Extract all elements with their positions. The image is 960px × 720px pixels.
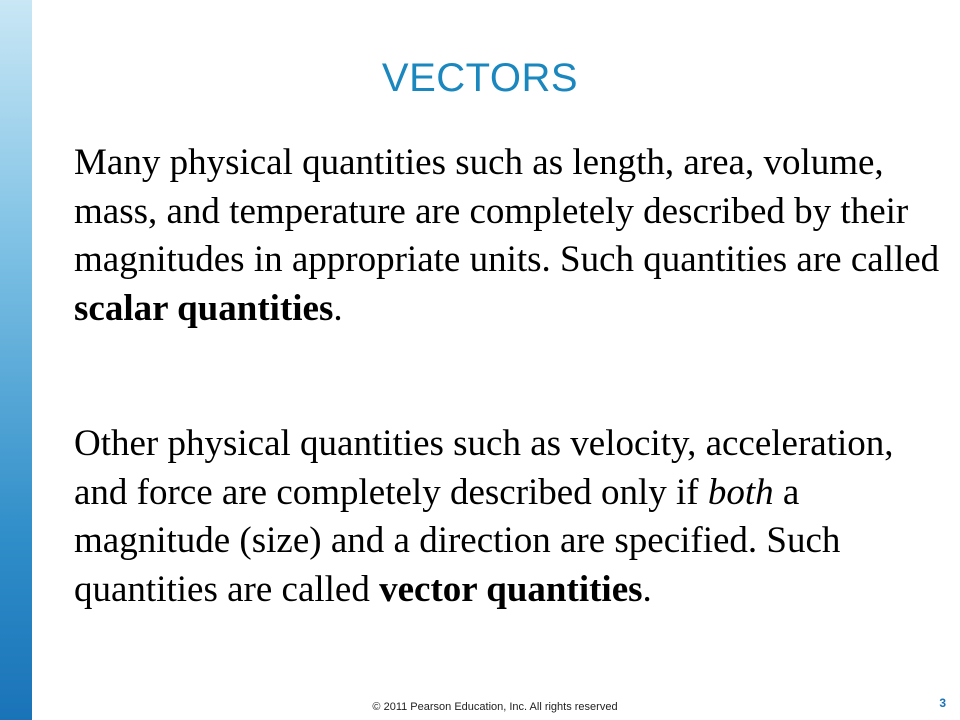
term-vector-quantities: vector quantities (379, 568, 643, 610)
side-accent-bar (0, 0, 32, 720)
page-number: 3 (939, 696, 946, 710)
paragraph-vector-text-2: a magnitude (size) and a direction are specified. Such quantities are called (74, 471, 841, 610)
paragraph-vector-end: . (642, 568, 652, 610)
paragraph-scalar (74, 139, 944, 333)
slide-title: VECTORS (381, 56, 579, 100)
term-scalar-quantities: scalar quantities (74, 287, 334, 329)
paragraph-vector-text: Other physical quantities such as velocity, acceleration, and force are completely described only if (74, 423, 894, 513)
copyright-footer: © 2011 Pearson Education, Inc. All rights reserved (372, 701, 618, 713)
paragraph-scalar-end: . (333, 287, 343, 329)
emphasis-both: both (707, 471, 774, 513)
paragraph-vector (74, 420, 944, 614)
paragraph-scalar-text: Many physical quantities such as length, area, volume, mass, and temperature are completely described by their magnitudes in appropriate units. Such quantities are called (74, 142, 940, 280)
